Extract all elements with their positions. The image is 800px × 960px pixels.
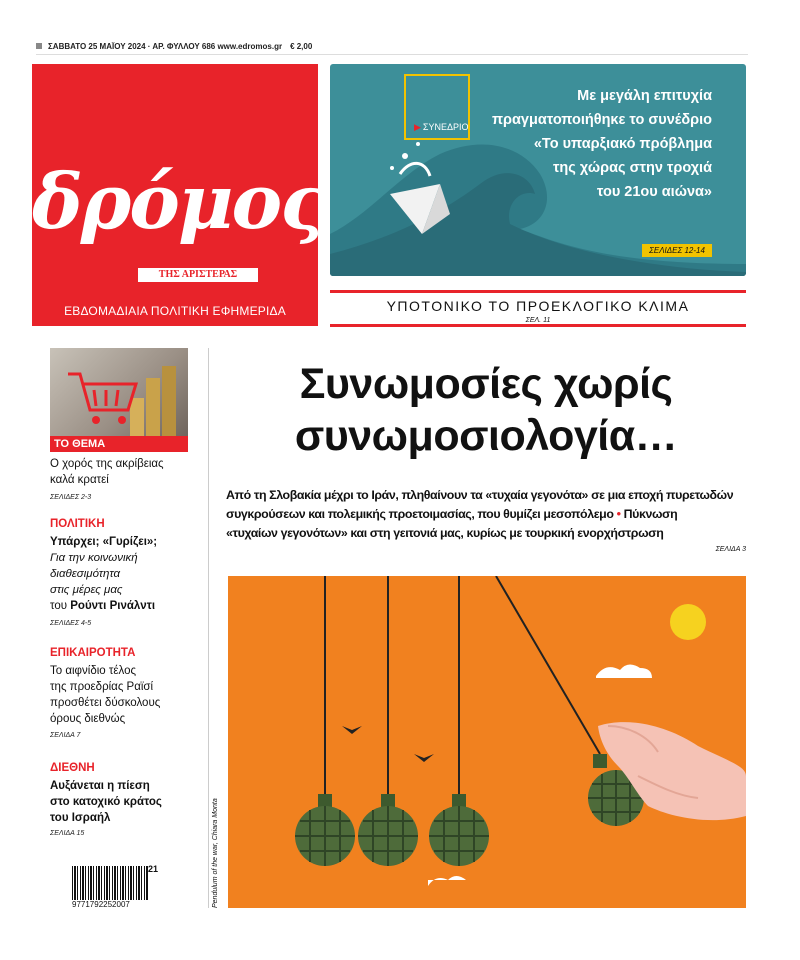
masthead <box>32 64 325 326</box>
epikairotita-story[interactable]: Το αιφνίδιο τέλος της προεδρίας Ραϊσί προσθέτει δύσκολους όρους διεθνώς <box>50 665 161 725</box>
triangle-icon: ▶ <box>414 122 421 132</box>
lead-paragraph: Από τη Σλοβακία μέχρι το Ιράν, πληθαίνουν τα «τυχαία γεγονότα» σε μια εποχή πυρετωδών συγκρούσεων και πολεμικής προετοιμασίας, που θυμίζει μεσοπόλεμο • Πύκνωση «τυχαίων γεγονότων» και στη γειτονιά μας, κυρίως με τουρκική ενορχήστρωση <box>226 488 734 540</box>
politiki-pages: ΣΕΛΙΔΕΣ 4-5 <box>50 620 92 627</box>
barcode <box>72 866 148 900</box>
price-text: € 2,00 <box>290 41 313 51</box>
cart-coins-illustration <box>50 348 188 436</box>
bullet-square-icon <box>36 43 42 49</box>
logo-subtitle: ΤΗΣ ΑΡΙΣΤΕΡΑΣ <box>138 268 258 282</box>
barcode-number: 9771792252007 <box>72 900 130 909</box>
theme-label: ΤΟ ΘΕΜΑ <box>50 436 188 452</box>
politiki-story[interactable]: Υπάρχει; «Γυρίζει»; Για την κοινωνική διαθεσιμότητα στις μέρες μας του Ρούντι Ρινάλντι <box>50 536 158 612</box>
red-rule-top <box>330 290 746 293</box>
subhead-page: ΣΕΛ. 11 <box>525 317 551 324</box>
date-issue-text: ΣΑΒΒΑΤΟ 25 ΜΑΪΟΥ 2024 · ΑΡ. ΦΥΛΛΟΥ 686 www.edromos.gr <box>48 41 283 51</box>
politiki-heading: ΠΟΛΙΤΙΚΗ <box>50 518 105 530</box>
banner-pages: ΣΕΛΙΔΕΣ 12-14 <box>642 244 712 257</box>
barcode-issue: 21 <box>148 864 159 874</box>
diethni-heading: ΔΙΕΘΝΗ <box>50 762 95 774</box>
top-info-bar <box>36 38 748 55</box>
pendulum-grenade-illustration[interactable] <box>228 576 746 908</box>
theme-image[interactable] <box>50 348 188 436</box>
theme-pages: ΣΕΛΙΔΕΣ 2-3 <box>50 494 92 501</box>
tagline: ΕΒΔΟΜΑΔΙΑΙΑ ΠΟΛΙΤΙΚΗ ΕΦΗΜΕΡΙΔΑ <box>64 304 286 318</box>
column-divider <box>208 348 209 908</box>
epikairotita-heading: ΕΠΙΚΑΙΡΟΤΗΤΑ <box>50 647 136 659</box>
red-rule-bottom <box>330 324 746 327</box>
conference-banner[interactable] <box>330 64 746 276</box>
newtons-cradle-grenades-graphic <box>228 576 746 908</box>
illustration-credit: Pendulum of the war, Chiara Monta <box>212 798 219 908</box>
logo: δρόμος <box>32 157 325 246</box>
banner-text: Με μεγάλη επιτυχία πραγματοποιήθηκε το συνέδριο «Το υπαρξιακό πρόβλημα της χώρας στην τροχιά του 21ου αιώνα» <box>491 88 712 200</box>
main-headline[interactable]: Συνωμοσίες χωρίς συνωμοσιολογία… <box>294 360 678 460</box>
theme-title[interactable]: Ο χορός της ακρίβειας καλά κρατεί <box>50 458 164 486</box>
diethni-story[interactable]: Αυξάνεται η πίεση στο κατοχικό κράτος του Ισραήλ <box>50 780 162 824</box>
subhead-title[interactable]: ΥΠΟΤΟΝΙΚΟ ΤΟ ΠΡΟΕΚΛΟΓΙΚΟ ΚΛΙΜΑ <box>386 298 690 314</box>
red-bullet: • <box>616 507 621 521</box>
banner-label: ▶ ΣΥΝΕΔΡΙΟ <box>414 122 469 132</box>
diethni-pages: ΣΕΛΙΔΑ 15 <box>50 830 85 837</box>
lead-page: ΣΕΛΙΔΑ 3 <box>715 546 746 553</box>
epikairotita-pages: ΣΕΛΙΔΑ 7 <box>50 732 81 739</box>
